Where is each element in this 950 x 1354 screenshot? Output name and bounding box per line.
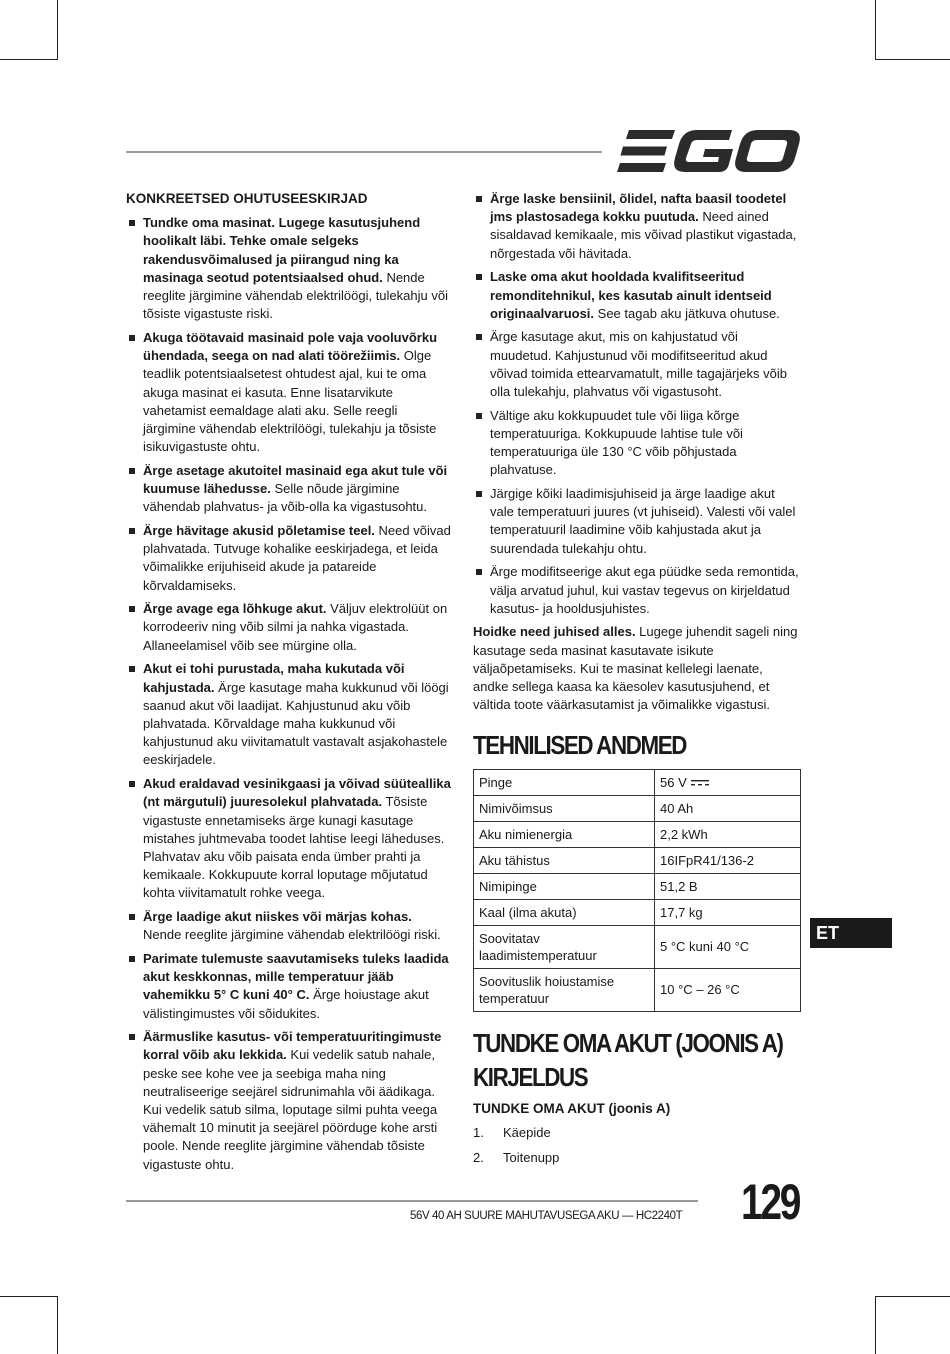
bullet-bold-text: Ärge laske bensiinil, õlidel, nafta baasil toodetel jms plastosadega kokku puutuda. [490, 191, 787, 225]
bullet-bold-text: Ärge avage ega lõhkuge akut. [143, 601, 327, 617]
ego-logo [617, 130, 801, 172]
left-column [126, 190, 452, 1179]
bullet-text: Nende reeglite järgimine vähendab elektrilöögi riski. [143, 927, 441, 943]
description-heading: KIRJELDUS [473, 1061, 588, 1092]
bullet-text: See tagab aku jätkuva ohutuse. [594, 305, 780, 321]
footer-text: 56V 40 AH SUURE MAHUTAVUSEGA AKU — HC2240T [410, 1210, 683, 1222]
bullet-list [126, 214, 452, 1174]
crop-mark [875, 1296, 950, 1297]
crop-mark [875, 59, 950, 60]
bullet-item [473, 485, 801, 558]
crop-mark [0, 1296, 58, 1297]
bullet-item [126, 908, 452, 944]
spec-value-text: 16IFpR41/136-2 [660, 852, 754, 868]
bullet-list [473, 190, 801, 618]
bullet-item [126, 950, 452, 1023]
bullet-text: Tõsiste vigastuste ennetamiseks ärge kunagi kasutage mistahes juhtmevaba toodet lahtise leegi läheduses. Plahvatav aku võib paisata enda ümber prahti ja kemikaale. Kokkupuute korral loputage mõjutatud kohta viivitamatult rohke veega. [143, 794, 445, 901]
parts-list [473, 1124, 801, 1166]
spec-value [655, 925, 801, 968]
bullet-item [126, 329, 452, 456]
spec-row [474, 769, 801, 795]
spec-row [474, 925, 801, 968]
spec-key: Soovituslik hoiustamise temperatuur [474, 968, 655, 1011]
bullet-bold-text: Ärge hävitage akusid põletamise teel. [143, 522, 375, 538]
bullet-bold-text: Äärmuslike kasutus- või temperatuuritingimuste korral võib aku lekkida. [143, 1029, 442, 1063]
part-item [473, 1124, 801, 1142]
spec-value [655, 968, 801, 1011]
page-number: 129 [741, 1174, 800, 1230]
bullet-text: Ärge kasutage maha kukkunud või löögi saanud akut või laadijat. Kahjustunud aku võib plahvatada. Kõrvaldage maha kukkunud või kahjustunud aku viivitamatult vastavalt asjakohastele eeskirjadele. [143, 679, 449, 768]
bullet-item [473, 563, 801, 618]
bullet-bold-text: Laske oma akut hooldada kvalifitseeritud remonditehnikul, kes kasutab ainult identseid originaalvaruosi. [490, 269, 772, 321]
part-number: 1. [473, 1125, 484, 1141]
spec-value-text: 56 V [660, 774, 687, 790]
bullet-bold-text: Parimate tulemuste saavutamiseks tuleks laadida akut keskkonnas, mille temperatuur jääb vahemikku 5° C kuni 40° C. [143, 950, 449, 1003]
bullet-item [126, 522, 452, 595]
bullet-item [473, 328, 801, 401]
spec-row [474, 968, 801, 1011]
spec-table [473, 769, 801, 1012]
spec-key: Aku nimienergia [474, 821, 655, 847]
crop-mark [875, 0, 876, 60]
spec-row [474, 821, 801, 847]
bullet-item [126, 775, 452, 902]
bullet-text: Väljuv elektrolüüt on korrodeeriv ning võib silmi ja nahka vigastada. Allaneelamisel võib see mürgine olla. [143, 601, 448, 653]
bullet-bold-text: Tundke oma masinat. Lugege kasutusjuhend hoolikalt läbi. Tehke omale selgeks rakendusvõimalused ja piirangud ning ka masinaga seotud potentsiaalsed ohud. [143, 215, 421, 285]
bullet-item [126, 462, 452, 517]
dc-symbol-icon [691, 779, 709, 787]
section-heading: KONKREETSED OHUTUSEESKIRJAD [126, 191, 368, 206]
spec-value-text: 2,2 kWh [660, 826, 708, 842]
spec-value [655, 873, 801, 899]
bullet-text: Ärge kasutage akut, mis on kahjustatud või muudetud. Kahjustunud või modifitseeritud akud võivad toimida ettearvamatult, mille tagajärjeks võib olla tulekahju, plahvatus või vigastusoht. [490, 329, 787, 400]
footer-rule [126, 1200, 698, 1202]
spec-value [655, 899, 801, 925]
bullet-item [473, 407, 801, 480]
spec-value-text: 5 °C kuni 40 °C [660, 939, 750, 955]
bullet-bold-text: Akuga töötavaid masinaid pole vaja vooluvõrku ühendada, seega on nad alati töörežiimis. [143, 329, 438, 364]
know-battery-subheading: TUNDKE OMA AKUT (joonis A) [473, 1101, 671, 1117]
spec-row [474, 873, 801, 899]
keep-instructions-bold: Hoidke need juhised alles. [473, 624, 636, 640]
bullet-text: Ärge hoiustage akut välistingimustes või sõidukites. [143, 987, 429, 1021]
spec-key: Soovitatav laadimistemperatuur [474, 925, 655, 968]
bullet-bold-text: Ärge laadige akut niiskes või märjas kohas. [143, 909, 412, 925]
spec-row [474, 847, 801, 873]
spec-value [655, 821, 801, 847]
spec-value-text: 17,7 kg [660, 904, 703, 920]
bullet-text: Nende reeglite järgimine vähendab elektrilöögi, tulekahju või tõsiste vigastuste riski. [143, 269, 448, 322]
spec-value [655, 769, 801, 795]
bullet-item [126, 660, 452, 769]
tech-data-heading: TEHNILISED ANDMED [473, 730, 687, 761]
crop-mark [0, 59, 58, 60]
spec-value-text: 40 Ah [660, 800, 694, 816]
bullet-text: Need võivad plahvatada. Tutvuge kohalike eeskirjadega, et leida võimalikke erijuhiseid akude ja patareide kõrvaldamiseks. [143, 522, 451, 593]
bullet-item [126, 214, 452, 323]
bullet-item [126, 600, 452, 655]
bullet-text: Vältige aku kokkupuudet tule või liiga kõrge temperatuuriga. Kokkupuude lahtise tule või temperatuuriga üle 130 °C võib põhjustada plahvatuse. [490, 407, 743, 478]
spec-key: Pinge [474, 769, 655, 795]
bullet-text: Kui vedelik satub nahale, peske see kohe vee ja seebiga maha ning neutraliseerige seejärel sidrunimahla või äädikaga. Kui vedelik satub silma, loputage silmi puhta veega vähemalt 10 minutit ja seejärel pöörduge kohe arsti poole. Nende reeglite järgimine vähendab tõsiste vigastuste ohtu. [143, 1047, 438, 1172]
part-number: 2. [473, 1149, 484, 1165]
bullet-text: Need ained sisaldavad kemikaale, mis võivad plastikut vigastada, nõrgestada või hävitada. [490, 209, 797, 261]
crop-mark [875, 1296, 876, 1354]
right-column [473, 190, 801, 1173]
spec-key: Nimipinge [474, 873, 655, 899]
part-item [473, 1149, 801, 1167]
crop-mark [57, 0, 58, 60]
know-battery-heading: TUNDKE OMA AKUT (JOONIS A) [473, 1027, 783, 1058]
keep-instructions-paragraph [473, 623, 801, 714]
spec-value [655, 795, 801, 821]
spec-value-text: 10 °C – 26 °C [660, 982, 740, 998]
crop-mark [57, 1296, 58, 1354]
part-label: Toitenupp [503, 1149, 560, 1165]
spec-key: Kaal (ilma akuta) [474, 899, 655, 925]
header-rule [126, 151, 602, 153]
bullet-text: Ärge modifitseerige akut ega püüdke seda remontida, välja arvatud juhul, kui vastav tegevus on kirjeldatud kasutus- ja hooldusjuhistes. [490, 564, 799, 616]
bullet-item [473, 268, 801, 323]
spec-row [474, 795, 801, 821]
spec-key: Nimivõimsus [474, 795, 655, 821]
bullet-item [473, 190, 801, 263]
bullet-bold-text: Akut ei tohi purustada, maha kukutada või kahjustada. [143, 661, 405, 695]
bullet-item [126, 1028, 452, 1174]
bullet-bold-text: Ärge asetage akutoitel masinaid ega akut tule või kuumuse lähedusse. [143, 462, 448, 497]
spec-value [655, 847, 801, 873]
part-label: Käepide [503, 1125, 551, 1141]
bullet-text: Järgige kõiki laadimisjuhiseid ja ärge laadige akut vale temperatuuri juures (vt juhiseid). Valesti või valel temperatuuril laadimine võib kahjustada akut ja suurendada tulekahju ohtu. [490, 486, 796, 556]
keep-instructions-text: Lugege juhendit sageli ning kasutage seda masinat kasutavate isikute väljaõpetamiseks. Kui te masinat kellelegi laenate, andke sellega kaasa ka käesolev kasutusjuhend, et vältida toote väärkasutamist ja võimalikke vigastusi. [473, 624, 798, 713]
language-tab: ET [810, 918, 892, 948]
bullet-text: Selle nõude järgimine vähendab plahvatus- ja võib-olla ka vigastusohtu. [143, 481, 428, 515]
spec-row [474, 899, 801, 925]
bullet-bold-text: Akud eraldavad vesinikgaasi ja võivad süüteallika (nt märgutuli) juuresolekul plahvatada. [143, 776, 451, 810]
spec-key: Aku tähistus [474, 847, 655, 873]
spec-value-text: 51,2 B [660, 878, 698, 894]
bullet-text: Olge teadlik potentsiaalsetest ohtudest ajal, kui te oma akuga masinat ei kasuta. Enne lisatarvikute vahetamist eemaldage alati aku. Selle reegli järgimine vähendab elektrilöögi, tulekahju ja tõsiste isikuvigastuste ohtu. [143, 348, 437, 455]
